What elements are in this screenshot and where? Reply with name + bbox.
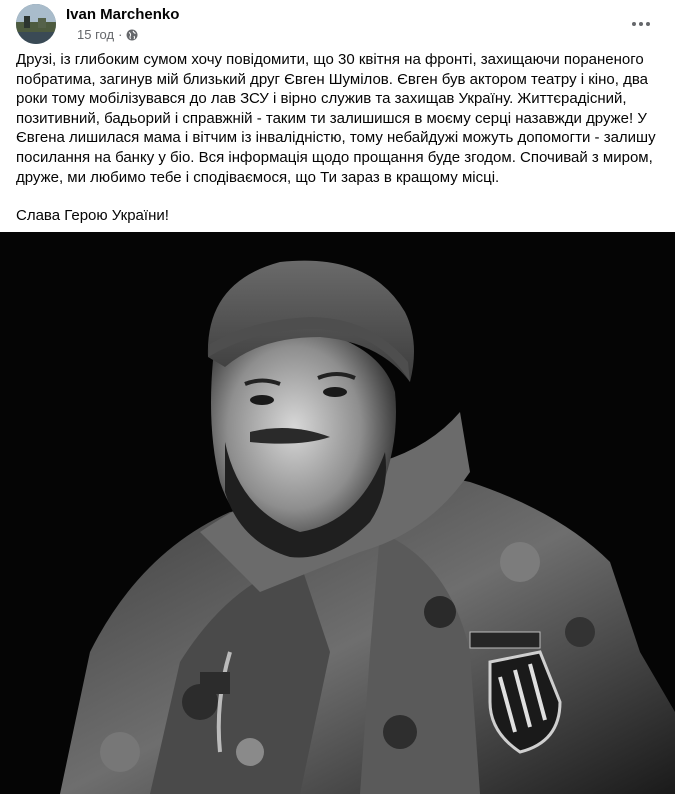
post-text [16, 50, 661, 226]
author-name[interactable]: Ivan Marchenko [66, 6, 180, 23]
globe-icon[interactable] [126, 29, 138, 41]
post-header [16, 0, 659, 52]
post-meta [77, 27, 138, 42]
post-closing: Слава Герою України! [16, 207, 169, 225]
meta-separator: · [118, 27, 123, 42]
post-paragraph: Друзі, із глибоким сумом хочу повідомити, що 30 квітня на фронті, захищаючи пораненого побратима, загинув мій близький друг Євген Шумілов. Євген був актором театру і кіно, два роки тому мобілізувався до лав ЗСУ і вірно служив та захищав Україну. Життєрадісний, позитивний, бадьорий і справжній - таким ти залишишся в моєму серці назавжди друже! У Євгена лишилася мама і вітчим із інвалідністю, тому небайдужі можуть допомогти - залишу посилання на банку у біо. Вся інформація щодо прощання буде згодом. Спочивай з миром, друже, ми любимо тебе і сподіваємося, що Ти зараз в кращому місці. [16, 51, 656, 186]
more-horizontal-icon[interactable] [623, 6, 659, 42]
portrait-image [0, 232, 675, 794]
avatar[interactable] [16, 4, 56, 44]
post-photo[interactable] [0, 232, 675, 794]
post-time[interactable]: 15 год [77, 27, 115, 42]
